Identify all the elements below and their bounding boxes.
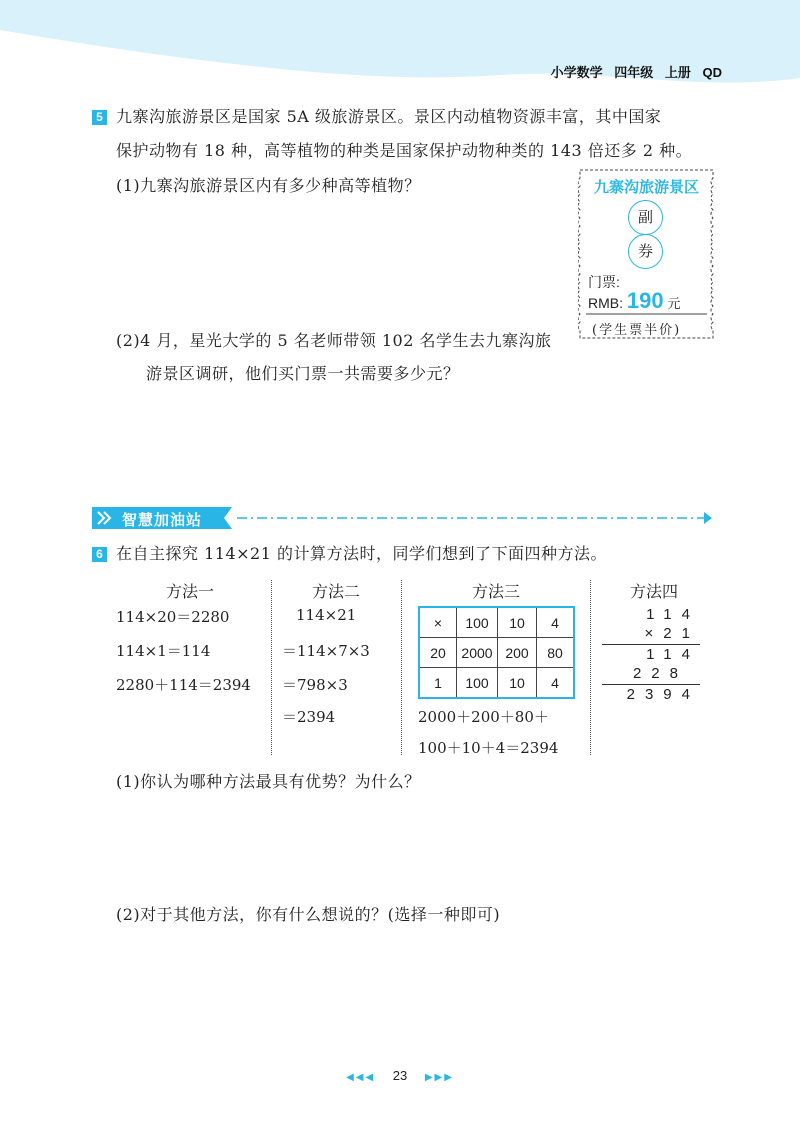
ticket-currency: RMB:: [588, 295, 623, 311]
problem-6-question-2: (2)对于其他方法，你有什么想说的？(选择一种即可): [116, 905, 501, 924]
problem-5-line-2: 保护动物有 18 种，高等植物的种类是国家保护动物种类的 143 倍还多 2 种。: [116, 141, 693, 160]
header-volume: 上册: [664, 65, 691, 80]
grid-cell: 10: [498, 607, 537, 638]
method-1-line: 114×20＝2280: [116, 608, 230, 626]
problem-5-line-1: 九寨沟旅游景区是国家 5A 级旅游景区。景区内动植物资源丰富，其中国家: [116, 107, 662, 126]
grid-row: [419, 607, 574, 638]
grid-cell: 20: [419, 638, 457, 668]
grid-cell: ×: [419, 607, 457, 638]
method-2-title: 方法二: [311, 582, 360, 601]
grid-cell: 100: [457, 668, 498, 699]
ticket-title: 九寨沟旅游景区: [593, 179, 699, 196]
problem-5-question-2-line-2: 游景区调研，他们买门票一共需要多少元？: [146, 364, 460, 383]
grid-cell: 10: [498, 668, 537, 699]
grid-row: [419, 638, 574, 668]
method-4-line: 114: [646, 646, 700, 663]
grid-cell: 4: [537, 607, 575, 638]
page-number: 23: [392, 1068, 408, 1083]
method-4-line: 2394: [626, 686, 700, 703]
prev-arrows-icon: ◀◀◀: [346, 1072, 376, 1083]
method-4-line: ×21: [644, 625, 700, 642]
method-2-line: ＝798×3: [282, 676, 348, 694]
ticket-price: 190: [626, 288, 664, 313]
grid-cell: 200: [498, 638, 537, 668]
header-grade: 四年级: [614, 65, 654, 80]
method-1-line: 114×1＝114: [116, 642, 211, 660]
problem-6-intro: 在自主探究 114×21 的计算方法时，同学们想到了下面四种方法。: [116, 544, 607, 563]
ticket-note: (学生票半价): [592, 323, 682, 338]
method-2-line: ＝2394: [282, 708, 336, 726]
method-4-title: 方法四: [629, 582, 678, 601]
method-2-line: ＝114×7×3: [282, 642, 370, 660]
problem-6-number: 6: [92, 547, 107, 562]
ticket-price-row: [588, 288, 681, 314]
method-4-line: 228: [632, 665, 688, 682]
ticket-stub-2: 券: [628, 234, 663, 269]
method-divider: [590, 580, 591, 755]
problem-6-question-1: (1)你认为哪种方法最具有优势？为什么？: [116, 772, 421, 791]
method-4-rule: [602, 684, 700, 685]
grid-cell: 80: [537, 638, 575, 668]
method-3-line: 100＋10＋4＝2394: [418, 739, 559, 757]
section-title: 智慧加油站: [122, 511, 203, 529]
next-arrows-icon: ▶▶▶: [424, 1072, 454, 1083]
problem-5-number: 5: [92, 110, 107, 125]
header-edition: QD: [702, 65, 722, 80]
grid-cell: 2000: [457, 638, 498, 668]
method-3-title: 方法三: [471, 582, 520, 601]
method-4-line: 114: [646, 606, 700, 623]
problem-5-question-2-line-1: (2)4 月，星光大学的 5 名老师带领 102 名学生去九寨沟旅: [116, 331, 552, 350]
grid-cell: 100: [457, 607, 498, 638]
ticket: [578, 168, 715, 340]
method-divider: [401, 580, 402, 755]
problem-5-question-1: (1)九寨沟旅游景区内有多少种高等植物？: [116, 176, 421, 195]
header-subject: 小学数学: [550, 65, 603, 80]
header-info: [551, 62, 722, 81]
ticket-unit: 元: [667, 297, 681, 312]
grid-row: [419, 668, 574, 699]
ticket-stub-1: 副: [628, 200, 663, 235]
ticket-label: 门票:: [588, 274, 620, 290]
grid-cell: 1: [419, 668, 457, 699]
page-footer: [0, 1068, 800, 1083]
method-3-line: 2000＋200＋80＋: [418, 708, 549, 726]
method-1-line: 2280＋114＝2394: [116, 676, 251, 694]
method-4-rule: [602, 644, 700, 645]
method-divider: [271, 580, 272, 755]
method-3-grid: [418, 606, 575, 699]
grid-cell: 4: [537, 668, 575, 699]
method-2-line: 114×21: [296, 606, 357, 624]
method-1-title: 方法一: [165, 582, 214, 601]
